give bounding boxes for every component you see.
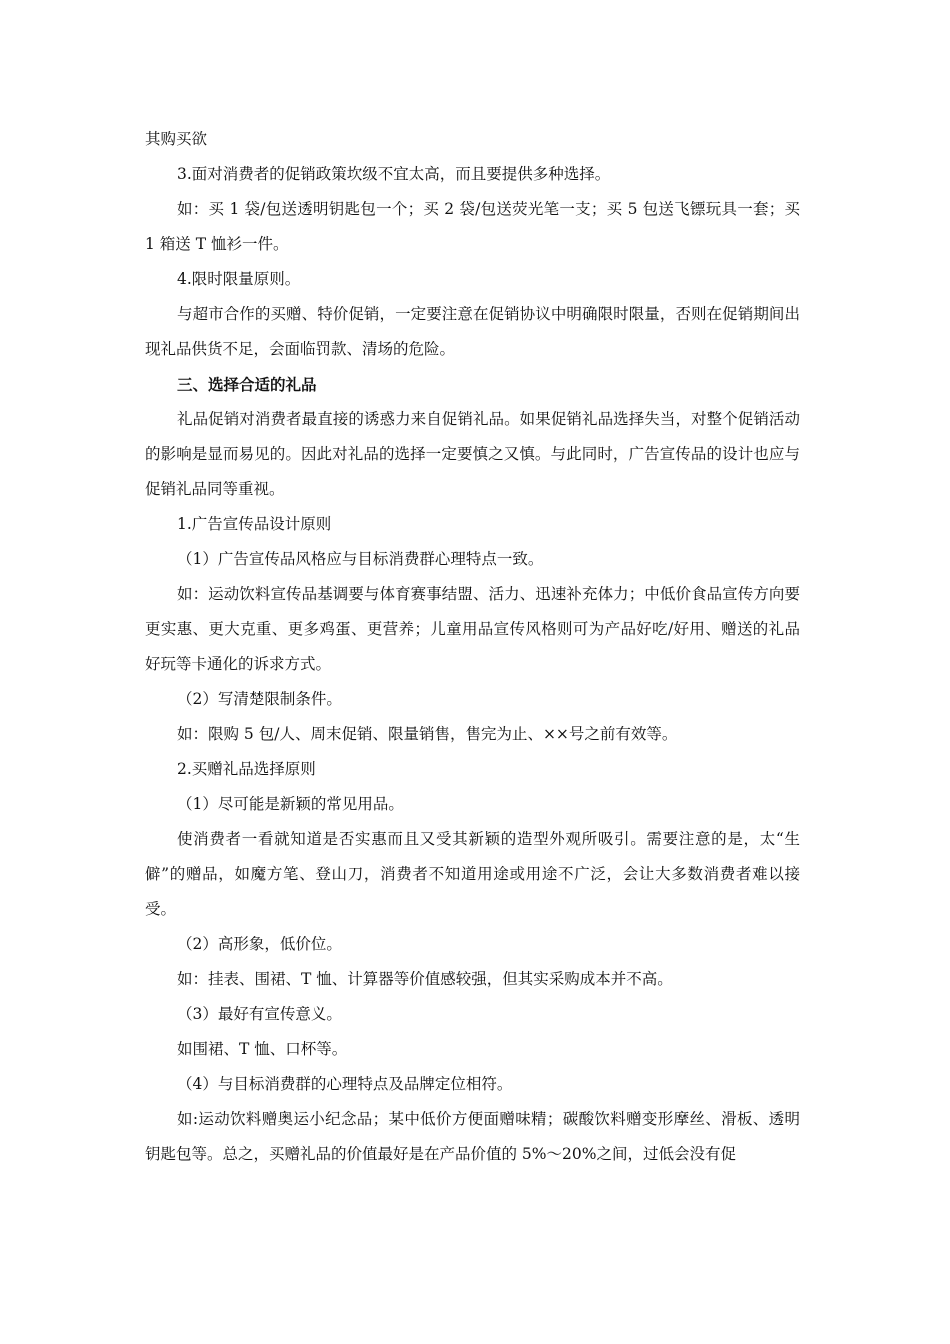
section-heading-3: 三、选择合适的礼品: [177, 375, 317, 394]
subheading-ad-design: 1.广告宣传品设计原则: [177, 515, 332, 533]
paragraph-novel-items: （1）尽可能是新颖的常见用品。: [177, 795, 404, 813]
paragraph-limits-example: 如：限购 5 包/人、周末促销、限量销售，售完为止、××号之前有效等。: [177, 725, 678, 743]
paragraph-supermarket-promo: 与超市合作的买赠、特价促销，一定要注意在促销协议中明确限时限量，否则在促销期间出现礼品供货不足，会面临罚款、清场的危险。: [145, 305, 800, 358]
paragraph-ad-examples: 如：运动饮料宣传品基调要与体育赛事结盟、活力、迅速补充体力；中低价食品宣传方向要更实惠、更大克重、更多鸡蛋、更营养；儿童用品宣传风格则可为产品好吃/好用、赠送的礼品好玩等卡通化的诉求方式。: [145, 585, 800, 673]
paragraph-novel-explanation: 使消费者一看就知道是否实惠而且又受其新颖的造型外观所吸引。需要注意的是，太“生僻”的赠品，如魔方笔、登山刀，消费者不知道用途或用途不广泛，会让大多数消费者难以接受。: [145, 830, 800, 918]
paragraph-gift-importance: 礼品促销对消费者最直接的诱惑力来自促销礼品。如果促销礼品选择失当，对整个促销活动的影响是显而易见的。因此对礼品的选择一定要慎之又慎。与此同时，广告宣传品的设计也应与促销礼品同等重视。: [145, 410, 800, 498]
paragraph-limits: （2）写清楚限制条件。: [177, 690, 342, 708]
paragraph-example-gifts: 如：买 1 袋/包送透明钥匙包一个；买 2 袋/包送荧光笔一支；买 5 包送飞镖玩具一套；买 1 箱送 T 恤衫一件。: [145, 200, 800, 253]
paragraph-brand-fit: （4）与目标消费群的心理特点及品牌定位相符。: [177, 1075, 513, 1093]
paragraph-high-image: （2）高形象，低价位。: [177, 935, 342, 953]
paragraph-ad-style: （1）广告宣传品风格应与目标消费群心理特点一致。: [177, 550, 544, 568]
paragraph-point-3: 3.面对消费者的促销政策坎级不宜太高，而且要提供多种选择。: [177, 165, 611, 183]
paragraph-promo-meaning: （3）最好有宣传意义。: [177, 1005, 342, 1023]
subheading-gift-selection: 2.买赠礼品选择原则: [177, 760, 316, 778]
paragraph-promo-meaning-example: 如围裙、T 恤、口杯等。: [177, 1040, 348, 1058]
paragraph-brand-fit-example: 如:运动饮料赠奥运小纪念品；某中低价方便面赠味精；碳酸饮料赠变形摩丝、滑板、透明钥匙包等。总之，买赠礼品的价值最好是在产品价值的 5%～20%之间，过低会没有促: [145, 1110, 800, 1163]
paragraph-high-image-example: 如：挂表、围裙、T 恤、计算器等价值感较强，但其实采购成本并不高。: [177, 970, 673, 988]
paragraph-point-4: 4.限时限量原则。: [177, 270, 301, 288]
document-body: [145, 122, 800, 1172]
paragraph-continuation: 其购买欲: [145, 130, 208, 148]
